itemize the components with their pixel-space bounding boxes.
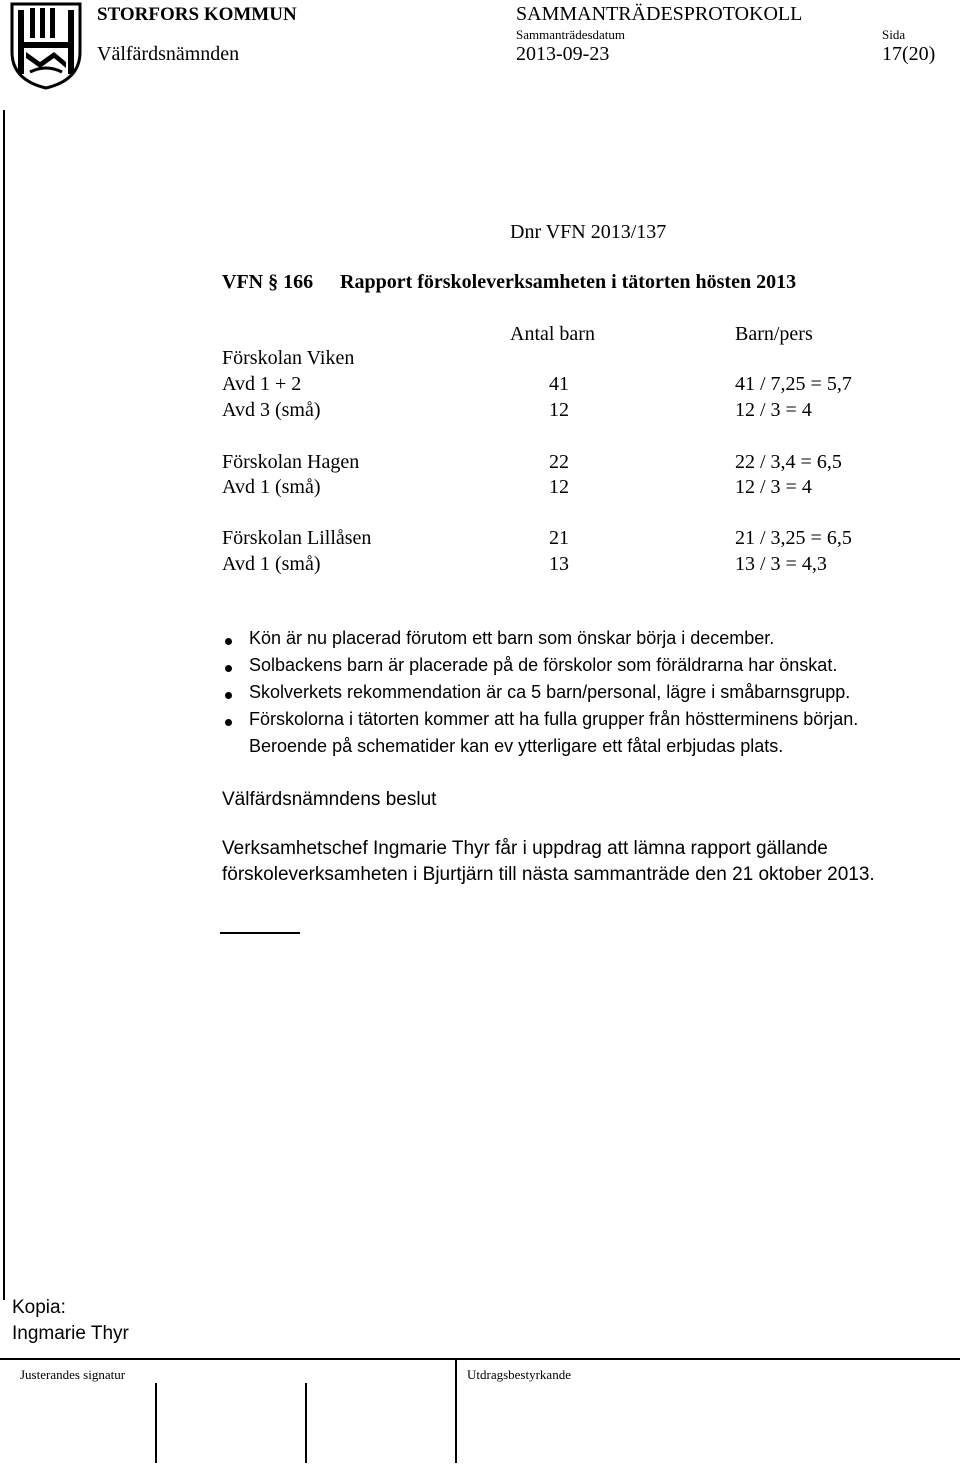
col-header-ratio: Barn/pers	[735, 323, 813, 345]
row-antal: 13	[549, 553, 569, 575]
signature-box-divider	[305, 1383, 307, 1463]
bullet-text: Solbackens barn är placerade på de förskolor som föräldrarna har önskat.	[249, 655, 838, 675]
row-label: Avd 1 (små)	[222, 476, 321, 498]
row-antal: 12	[549, 476, 569, 498]
row-antal: 21	[549, 527, 569, 549]
signature-box-divider	[155, 1383, 157, 1463]
row-label: Avd 3 (små)	[222, 399, 321, 421]
copy-recipient: Ingmarie Thyr	[12, 1323, 129, 1344]
row-ratio: 12 / 3 = 4	[735, 476, 812, 498]
col-header-antal: Antal barn	[510, 323, 595, 345]
row-ratio: 12 / 3 = 4	[735, 399, 812, 421]
bullet-text: Förskolorna i tätorten kommer att ha fulla grupper från höstterminens början.	[249, 709, 859, 729]
row-ratio: 22 / 3,4 = 6,5	[735, 451, 842, 473]
school-name-lillasen: Förskolan Lillåsen	[222, 527, 372, 549]
row-antal: 22	[549, 451, 569, 473]
row-ratio: 21 / 3,25 = 6,5	[735, 527, 852, 549]
row-ratio: 13 / 3 = 4,3	[735, 553, 827, 575]
signature-label: Justerandes signatur	[20, 1367, 126, 1382]
committee-name: Välfärdsnämnden	[97, 43, 240, 65]
row-antal: 12	[549, 399, 569, 421]
school-name-hagen: Förskolan Hagen	[222, 451, 360, 473]
bullet-text: Kön är nu placerad förutom ett barn som önskar börja i december.	[249, 628, 775, 648]
footer-divider	[0, 1358, 960, 1360]
bullet-icon	[225, 638, 232, 645]
bullet-text: Skolverkets rekommendation är ca 5 barn/personal, lägre i småbarnsgrupp.	[249, 682, 851, 702]
row-antal: 41	[549, 373, 569, 395]
page-number: 17(20)	[882, 43, 936, 65]
decision-heading: Välfärdsnämndens beslut	[222, 789, 437, 810]
row-ratio: 41 / 7,25 = 5,7	[735, 373, 852, 395]
coat-of-arms-icon	[10, 2, 82, 90]
bullet-icon	[225, 719, 232, 726]
decision-line-2: förskoleverksamheten i Bjurtjärn till nästa sammanträde den 21 oktober 2013.	[222, 864, 875, 885]
protocol-title: SAMMANTRÄDESPROTOKOLL	[516, 3, 803, 25]
row-label: Avd 1 + 2	[222, 373, 302, 395]
org-name: STORFORS KOMMUN	[97, 4, 297, 25]
date-label: Sammanträdesdatum	[516, 27, 626, 42]
meeting-date: 2013-09-23	[516, 43, 610, 65]
decision-line-1: Verksamhetschef Ingmarie Thyr får i uppdrag att lämna rapport gällande	[222, 838, 828, 859]
bullet-icon	[225, 665, 232, 672]
extract-label: Utdragsbestyrkande	[467, 1367, 571, 1382]
section-number: VFN § 166	[222, 271, 314, 293]
row-label: Avd 1 (små)	[222, 553, 321, 575]
dnr: Dnr VFN 2013/137	[510, 221, 667, 243]
end-rule	[220, 932, 300, 934]
page-label: Sida	[882, 27, 906, 42]
copy-label: Kopia:	[12, 1297, 66, 1318]
signature-box-divider	[455, 1360, 457, 1463]
margin-rule	[3, 110, 5, 1300]
school-name-viken: Förskolan Viken	[222, 347, 355, 369]
bullet-continuation: Beroende på schematider kan ev ytterligare ett fåtal erbjudas plats.	[249, 736, 784, 756]
section-title: Rapport förskoleverksamheten i tätorten hösten 2013	[340, 271, 797, 293]
bullet-icon	[225, 692, 232, 699]
